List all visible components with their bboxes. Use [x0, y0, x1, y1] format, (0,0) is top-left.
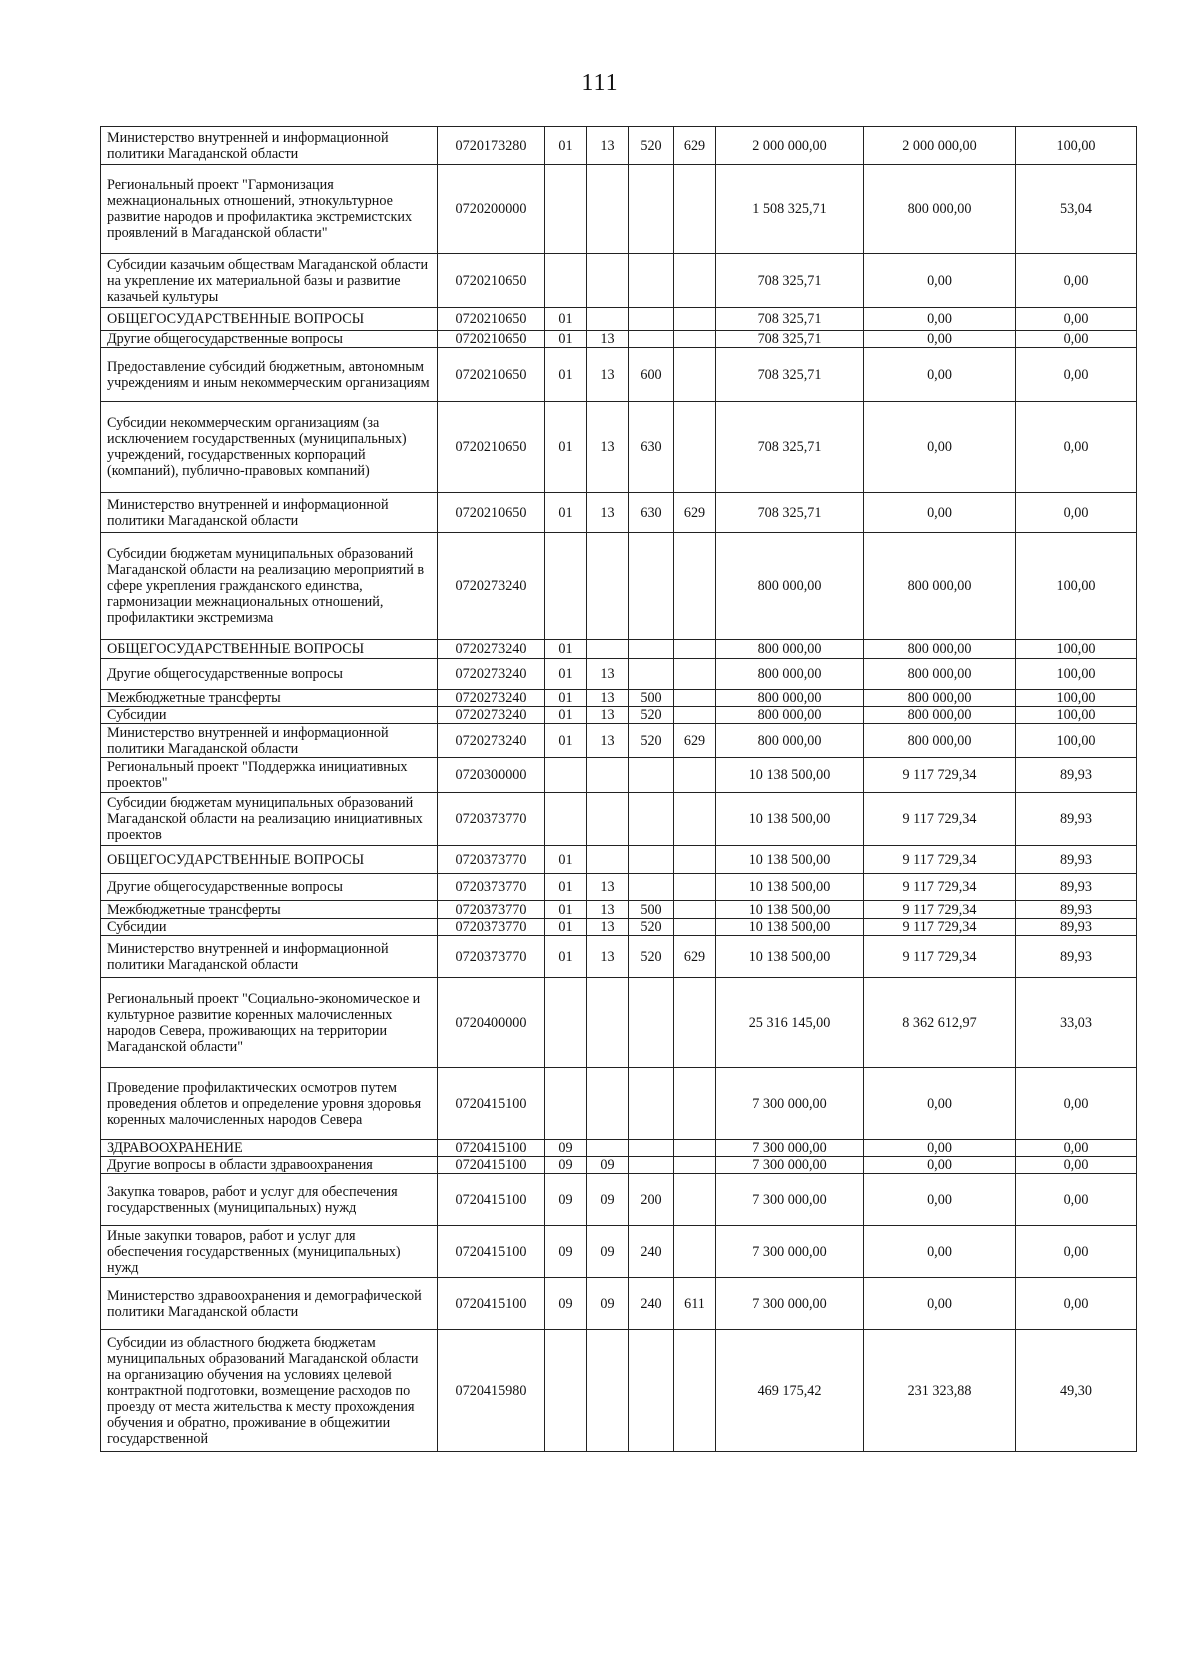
row-actual-amount: 800 000,00 — [864, 659, 1016, 690]
row-expense-type — [629, 533, 674, 640]
table-row — [101, 919, 1137, 936]
row-actual-amount: 0,00 — [864, 331, 1016, 348]
row-name: Иные закупки товаров, работ и услуг для обеспечения государственных (муниципальных) нужд — [101, 1226, 438, 1278]
row-execution-percent: 100,00 — [1016, 690, 1137, 707]
row-name: Министерство внутренней и информационной политики Магаданской области — [101, 493, 438, 533]
row-planned-amount: 800 000,00 — [716, 724, 864, 758]
row-planned-amount: 800 000,00 — [716, 707, 864, 724]
row-administrator — [674, 846, 716, 874]
row-subsection: 09 — [587, 1226, 629, 1278]
row-name: ОБЩЕГОСУДАРСТВЕННЫЕ ВОПРОСЫ — [101, 308, 438, 331]
row-expense-type: 520 — [629, 707, 674, 724]
row-name: ОБЩЕГОСУДАРСТВЕННЫЕ ВОПРОСЫ — [101, 640, 438, 659]
row-name: Другие вопросы в области здравоохранения — [101, 1157, 438, 1174]
row-subsection: 13 — [587, 659, 629, 690]
row-execution-percent: 0,00 — [1016, 254, 1137, 308]
row-administrator — [674, 331, 716, 348]
row-section: 09 — [545, 1278, 587, 1330]
row-subsection — [587, 1068, 629, 1140]
row-execution-percent: 0,00 — [1016, 402, 1137, 493]
row-administrator — [674, 978, 716, 1068]
row-subsection: 09 — [587, 1278, 629, 1330]
row-execution-percent: 100,00 — [1016, 640, 1137, 659]
row-subsection — [587, 758, 629, 793]
row-subsection — [587, 793, 629, 846]
row-execution-percent: 89,93 — [1016, 793, 1137, 846]
table-row — [101, 308, 1137, 331]
row-target-article: 0720210650 — [438, 493, 545, 533]
row-expense-type — [629, 659, 674, 690]
row-target-article: 0720400000 — [438, 978, 545, 1068]
row-administrator — [674, 901, 716, 919]
row-administrator — [674, 758, 716, 793]
row-execution-percent: 100,00 — [1016, 533, 1137, 640]
row-section: 01 — [545, 493, 587, 533]
table-row — [101, 331, 1137, 348]
row-name: Другие общегосударственные вопросы — [101, 659, 438, 690]
row-name: Субсидии — [101, 919, 438, 936]
table-row — [101, 1174, 1137, 1226]
row-subsection: 13 — [587, 919, 629, 936]
row-target-article: 0720415980 — [438, 1330, 545, 1452]
row-administrator — [674, 1140, 716, 1157]
row-expense-type: 500 — [629, 901, 674, 919]
row-expense-type — [629, 1140, 674, 1157]
row-subsection: 13 — [587, 724, 629, 758]
row-subsection: 09 — [587, 1174, 629, 1226]
row-subsection: 13 — [587, 707, 629, 724]
row-expense-type: 520 — [629, 724, 674, 758]
row-actual-amount: 0,00 — [864, 1157, 1016, 1174]
row-subsection: 13 — [587, 936, 629, 978]
row-target-article: 0720300000 — [438, 758, 545, 793]
row-execution-percent: 53,04 — [1016, 165, 1137, 254]
row-section: 09 — [545, 1174, 587, 1226]
row-execution-percent: 0,00 — [1016, 1140, 1137, 1157]
row-administrator — [674, 1068, 716, 1140]
row-execution-percent: 100,00 — [1016, 724, 1137, 758]
row-execution-percent: 89,93 — [1016, 874, 1137, 901]
table-row — [101, 1226, 1137, 1278]
row-administrator — [674, 1174, 716, 1226]
row-actual-amount: 9 117 729,34 — [864, 793, 1016, 846]
row-subsection — [587, 165, 629, 254]
row-target-article: 0720373770 — [438, 793, 545, 846]
row-expense-type: 630 — [629, 402, 674, 493]
table-row — [101, 724, 1137, 758]
row-name: Межбюджетные трансферты — [101, 690, 438, 707]
row-execution-percent: 89,93 — [1016, 936, 1137, 978]
row-planned-amount: 7 300 000,00 — [716, 1157, 864, 1174]
row-planned-amount: 708 325,71 — [716, 402, 864, 493]
row-administrator — [674, 402, 716, 493]
row-actual-amount: 8 362 612,97 — [864, 978, 1016, 1068]
row-target-article: 0720415100 — [438, 1278, 545, 1330]
row-name: Закупка товаров, работ и услуг для обеспечения государственных (муниципальных) нужд — [101, 1174, 438, 1226]
row-subsection: 13 — [587, 331, 629, 348]
row-target-article: 0720273240 — [438, 724, 545, 758]
row-planned-amount: 10 138 500,00 — [716, 758, 864, 793]
row-name: Министерство здравоохранения и демографической политики Магаданской области — [101, 1278, 438, 1330]
row-planned-amount: 7 300 000,00 — [716, 1226, 864, 1278]
row-target-article: 0720373770 — [438, 901, 545, 919]
row-target-article: 0720210650 — [438, 402, 545, 493]
row-expense-type: 600 — [629, 348, 674, 402]
table-row — [101, 493, 1137, 533]
row-target-article: 0720415100 — [438, 1174, 545, 1226]
row-execution-percent: 89,93 — [1016, 846, 1137, 874]
row-section: 01 — [545, 331, 587, 348]
row-subsection — [587, 533, 629, 640]
row-expense-type: 500 — [629, 690, 674, 707]
row-planned-amount: 7 300 000,00 — [716, 1174, 864, 1226]
row-expense-type: 240 — [629, 1226, 674, 1278]
row-execution-percent: 89,93 — [1016, 758, 1137, 793]
row-administrator — [674, 308, 716, 331]
row-target-article: 0720373770 — [438, 919, 545, 936]
row-actual-amount: 0,00 — [864, 1174, 1016, 1226]
row-expense-type — [629, 1068, 674, 1140]
row-actual-amount: 800 000,00 — [864, 724, 1016, 758]
row-target-article: 0720273240 — [438, 640, 545, 659]
row-target-article: 0720273240 — [438, 659, 545, 690]
row-target-article: 0720210650 — [438, 331, 545, 348]
row-planned-amount: 7 300 000,00 — [716, 1278, 864, 1330]
row-name: Субсидии бюджетам муниципальных образований Магаданской области на реализацию инициативных проектов — [101, 793, 438, 846]
row-subsection — [587, 308, 629, 331]
row-actual-amount: 0,00 — [864, 254, 1016, 308]
row-section: 09 — [545, 1226, 587, 1278]
row-expense-type: 630 — [629, 493, 674, 533]
row-actual-amount: 0,00 — [864, 493, 1016, 533]
row-target-article: 0720415100 — [438, 1226, 545, 1278]
row-target-article: 0720415100 — [438, 1140, 545, 1157]
table-row — [101, 165, 1137, 254]
table-row — [101, 402, 1137, 493]
row-planned-amount: 7 300 000,00 — [716, 1068, 864, 1140]
row-administrator: 629 — [674, 936, 716, 978]
row-subsection: 13 — [587, 901, 629, 919]
row-actual-amount: 9 117 729,34 — [864, 901, 1016, 919]
row-execution-percent: 0,00 — [1016, 331, 1137, 348]
row-actual-amount: 231 323,88 — [864, 1330, 1016, 1452]
row-name: Региональный проект "Поддержка инициативных проектов" — [101, 758, 438, 793]
table-row — [101, 254, 1137, 308]
row-administrator — [674, 348, 716, 402]
row-section — [545, 793, 587, 846]
row-target-article: 0720273240 — [438, 707, 545, 724]
row-expense-type — [629, 308, 674, 331]
row-name: Субсидии из областного бюджета бюджетам муниципальных образований Магаданской области на организацию обучения на условиях целевой контрактной подготовки, возмещение расходов по проезду от места жительства к месту прохождения обучения и обратно, проживание в общежитии государственной — [101, 1330, 438, 1452]
row-section — [545, 1068, 587, 1140]
table-row — [101, 640, 1137, 659]
row-execution-percent: 0,00 — [1016, 1174, 1137, 1226]
row-execution-percent: 100,00 — [1016, 127, 1137, 165]
table-row — [101, 690, 1137, 707]
row-expense-type — [629, 758, 674, 793]
row-section: 01 — [545, 724, 587, 758]
row-planned-amount: 800 000,00 — [716, 533, 864, 640]
table-body — [101, 127, 1137, 1452]
row-actual-amount: 800 000,00 — [864, 707, 1016, 724]
row-planned-amount: 2 000 000,00 — [716, 127, 864, 165]
row-administrator — [674, 533, 716, 640]
row-expense-type — [629, 874, 674, 901]
row-name: Региональный проект "Социально-экономическое и культурное развитие коренных малочисленных народов Севера, проживающих на территории Магаданской области" — [101, 978, 438, 1068]
row-section: 01 — [545, 127, 587, 165]
row-planned-amount: 708 325,71 — [716, 493, 864, 533]
row-expense-type — [629, 1330, 674, 1452]
row-subsection: 13 — [587, 127, 629, 165]
row-execution-percent: 89,93 — [1016, 901, 1137, 919]
row-actual-amount: 0,00 — [864, 1140, 1016, 1157]
row-section: 01 — [545, 659, 587, 690]
row-execution-percent: 0,00 — [1016, 1068, 1137, 1140]
row-administrator — [674, 254, 716, 308]
table-row — [101, 1140, 1137, 1157]
row-expense-type — [629, 331, 674, 348]
row-name: Региональный проект "Гармонизация межнациональных отношений, этнокультурное развитие народов и профилактика экстремистских проявлений в Магаданской области" — [101, 165, 438, 254]
row-target-article: 0720273240 — [438, 690, 545, 707]
table-row — [101, 846, 1137, 874]
row-actual-amount: 9 117 729,34 — [864, 919, 1016, 936]
row-administrator — [674, 793, 716, 846]
page-number: 111 — [581, 70, 619, 96]
row-execution-percent: 0,00 — [1016, 1157, 1137, 1174]
row-section: 01 — [545, 348, 587, 402]
row-actual-amount: 9 117 729,34 — [864, 758, 1016, 793]
row-administrator — [674, 640, 716, 659]
row-planned-amount: 10 138 500,00 — [716, 919, 864, 936]
row-target-article: 0720373770 — [438, 936, 545, 978]
row-actual-amount: 800 000,00 — [864, 640, 1016, 659]
row-name: Межбюджетные трансферты — [101, 901, 438, 919]
row-subsection — [587, 640, 629, 659]
row-section — [545, 978, 587, 1068]
row-actual-amount: 2 000 000,00 — [864, 127, 1016, 165]
row-target-article: 0720373770 — [438, 846, 545, 874]
row-section — [545, 165, 587, 254]
row-subsection: 09 — [587, 1157, 629, 1174]
row-execution-percent: 33,03 — [1016, 978, 1137, 1068]
row-expense-type — [629, 165, 674, 254]
row-planned-amount: 10 138 500,00 — [716, 901, 864, 919]
table-row — [101, 936, 1137, 978]
row-subsection — [587, 846, 629, 874]
row-section: 01 — [545, 690, 587, 707]
table-row — [101, 1278, 1137, 1330]
row-target-article: 0720415100 — [438, 1157, 545, 1174]
row-execution-percent: 0,00 — [1016, 1278, 1137, 1330]
row-subsection — [587, 1140, 629, 1157]
row-subsection — [587, 254, 629, 308]
row-section: 01 — [545, 402, 587, 493]
row-administrator — [674, 1330, 716, 1452]
row-administrator: 629 — [674, 127, 716, 165]
row-execution-percent: 0,00 — [1016, 1226, 1137, 1278]
table-row — [101, 348, 1137, 402]
row-expense-type: 520 — [629, 936, 674, 978]
row-name: ЗДРАВООХРАНЕНИЕ — [101, 1140, 438, 1157]
row-actual-amount: 9 117 729,34 — [864, 936, 1016, 978]
row-section: 01 — [545, 640, 587, 659]
row-section: 01 — [545, 919, 587, 936]
row-actual-amount: 9 117 729,34 — [864, 874, 1016, 901]
row-expense-type: 520 — [629, 919, 674, 936]
row-actual-amount: 800 000,00 — [864, 690, 1016, 707]
row-target-article: 0720210650 — [438, 308, 545, 331]
row-expense-type — [629, 978, 674, 1068]
row-name: Другие общегосударственные вопросы — [101, 331, 438, 348]
row-name: Субсидии — [101, 707, 438, 724]
row-name: Министерство внутренней и информационной политики Магаданской области — [101, 936, 438, 978]
row-execution-percent: 0,00 — [1016, 348, 1137, 402]
row-administrator: 611 — [674, 1278, 716, 1330]
table-row — [101, 659, 1137, 690]
row-actual-amount: 0,00 — [864, 348, 1016, 402]
row-planned-amount: 800 000,00 — [716, 640, 864, 659]
row-administrator — [674, 165, 716, 254]
row-section — [545, 533, 587, 640]
row-target-article: 0720273240 — [438, 533, 545, 640]
table-row — [101, 533, 1137, 640]
row-subsection: 13 — [587, 402, 629, 493]
row-name: Предоставление субсидий бюджетным, автономным учреждениям и иным некоммерческим организациям — [101, 348, 438, 402]
row-planned-amount: 10 138 500,00 — [716, 846, 864, 874]
table-row — [101, 758, 1137, 793]
row-subsection: 13 — [587, 493, 629, 533]
row-section: 09 — [545, 1140, 587, 1157]
row-target-article: 0720200000 — [438, 165, 545, 254]
row-administrator — [674, 707, 716, 724]
row-actual-amount: 0,00 — [864, 402, 1016, 493]
row-target-article: 0720415100 — [438, 1068, 545, 1140]
row-actual-amount: 0,00 — [864, 1226, 1016, 1278]
table-row — [101, 901, 1137, 919]
row-expense-type — [629, 846, 674, 874]
row-section: 01 — [545, 846, 587, 874]
row-section: 01 — [545, 308, 587, 331]
row-expense-type: 240 — [629, 1278, 674, 1330]
row-execution-percent: 49,30 — [1016, 1330, 1137, 1452]
row-execution-percent: 0,00 — [1016, 308, 1137, 331]
row-subsection: 13 — [587, 348, 629, 402]
row-name: Субсидии некоммерческим организациям (за исключением государственных (муниципальных) учреждений, государственных корпораций (компаний), публично-правовых компаний) — [101, 402, 438, 493]
row-expense-type: 520 — [629, 127, 674, 165]
row-section — [545, 758, 587, 793]
row-expense-type — [629, 1157, 674, 1174]
row-section — [545, 254, 587, 308]
row-expense-type — [629, 640, 674, 659]
row-section: 01 — [545, 901, 587, 919]
row-administrator: 629 — [674, 724, 716, 758]
row-actual-amount: 800 000,00 — [864, 165, 1016, 254]
row-planned-amount: 708 325,71 — [716, 331, 864, 348]
row-name: ОБЩЕГОСУДАРСТВЕННЫЕ ВОПРОСЫ — [101, 846, 438, 874]
row-planned-amount: 800 000,00 — [716, 659, 864, 690]
row-actual-amount: 0,00 — [864, 1278, 1016, 1330]
row-actual-amount: 800 000,00 — [864, 533, 1016, 640]
row-planned-amount: 10 138 500,00 — [716, 936, 864, 978]
budget-table — [100, 126, 1137, 1452]
row-section: 01 — [545, 707, 587, 724]
row-planned-amount: 10 138 500,00 — [716, 874, 864, 901]
row-name: Министерство внутренней и информационной политики Магаданской области — [101, 724, 438, 758]
row-section: 01 — [545, 936, 587, 978]
row-section: 09 — [545, 1157, 587, 1174]
row-expense-type — [629, 254, 674, 308]
row-planned-amount: 7 300 000,00 — [716, 1140, 864, 1157]
row-name: Министерство внутренней и информационной политики Магаданской области — [101, 127, 438, 165]
row-administrator — [674, 919, 716, 936]
row-administrator — [674, 1226, 716, 1278]
row-execution-percent: 0,00 — [1016, 493, 1137, 533]
row-target-article: 0720210650 — [438, 254, 545, 308]
row-name: Другие общегосударственные вопросы — [101, 874, 438, 901]
row-expense-type: 200 — [629, 1174, 674, 1226]
table-row — [101, 707, 1137, 724]
row-name: Субсидии бюджетам муниципальных образований Магаданской области на реализацию мероприятий в сфере укрепления гражданского единства, гармонизации межнациональных отношений, профилактики экстремизма — [101, 533, 438, 640]
row-planned-amount: 10 138 500,00 — [716, 793, 864, 846]
table-row — [101, 127, 1137, 165]
row-subsection: 13 — [587, 690, 629, 707]
row-planned-amount: 708 325,71 — [716, 308, 864, 331]
row-section: 01 — [545, 874, 587, 901]
row-execution-percent: 100,00 — [1016, 659, 1137, 690]
row-planned-amount: 1 508 325,71 — [716, 165, 864, 254]
row-actual-amount: 0,00 — [864, 1068, 1016, 1140]
row-administrator — [674, 690, 716, 707]
row-name: Проведение профилактических осмотров путем проведения облетов и определение уровня здоровья коренных малочисленных народов Севера — [101, 1068, 438, 1140]
row-planned-amount: 708 325,71 — [716, 254, 864, 308]
row-actual-amount: 9 117 729,34 — [864, 846, 1016, 874]
row-execution-percent: 89,93 — [1016, 919, 1137, 936]
row-subsection: 13 — [587, 874, 629, 901]
row-section — [545, 1330, 587, 1452]
table-row — [101, 793, 1137, 846]
row-target-article: 0720210650 — [438, 348, 545, 402]
row-administrator — [674, 874, 716, 901]
row-execution-percent: 100,00 — [1016, 707, 1137, 724]
table-row — [101, 978, 1137, 1068]
row-target-article: 0720173280 — [438, 127, 545, 165]
row-planned-amount: 708 325,71 — [716, 348, 864, 402]
row-name: Субсидии казачьим обществам Магаданской области на укрепление их материальной базы и развитие казачьей культуры — [101, 254, 438, 308]
row-subsection — [587, 978, 629, 1068]
table-row — [101, 874, 1137, 901]
row-planned-amount: 469 175,42 — [716, 1330, 864, 1452]
table-row — [101, 1330, 1137, 1452]
row-administrator — [674, 659, 716, 690]
row-actual-amount: 0,00 — [864, 308, 1016, 331]
table-row — [101, 1068, 1137, 1140]
row-subsection — [587, 1330, 629, 1452]
row-administrator: 629 — [674, 493, 716, 533]
row-planned-amount: 25 316 145,00 — [716, 978, 864, 1068]
row-expense-type — [629, 793, 674, 846]
row-planned-amount: 800 000,00 — [716, 690, 864, 707]
table-row — [101, 1157, 1137, 1174]
row-target-article: 0720373770 — [438, 874, 545, 901]
row-administrator — [674, 1157, 716, 1174]
